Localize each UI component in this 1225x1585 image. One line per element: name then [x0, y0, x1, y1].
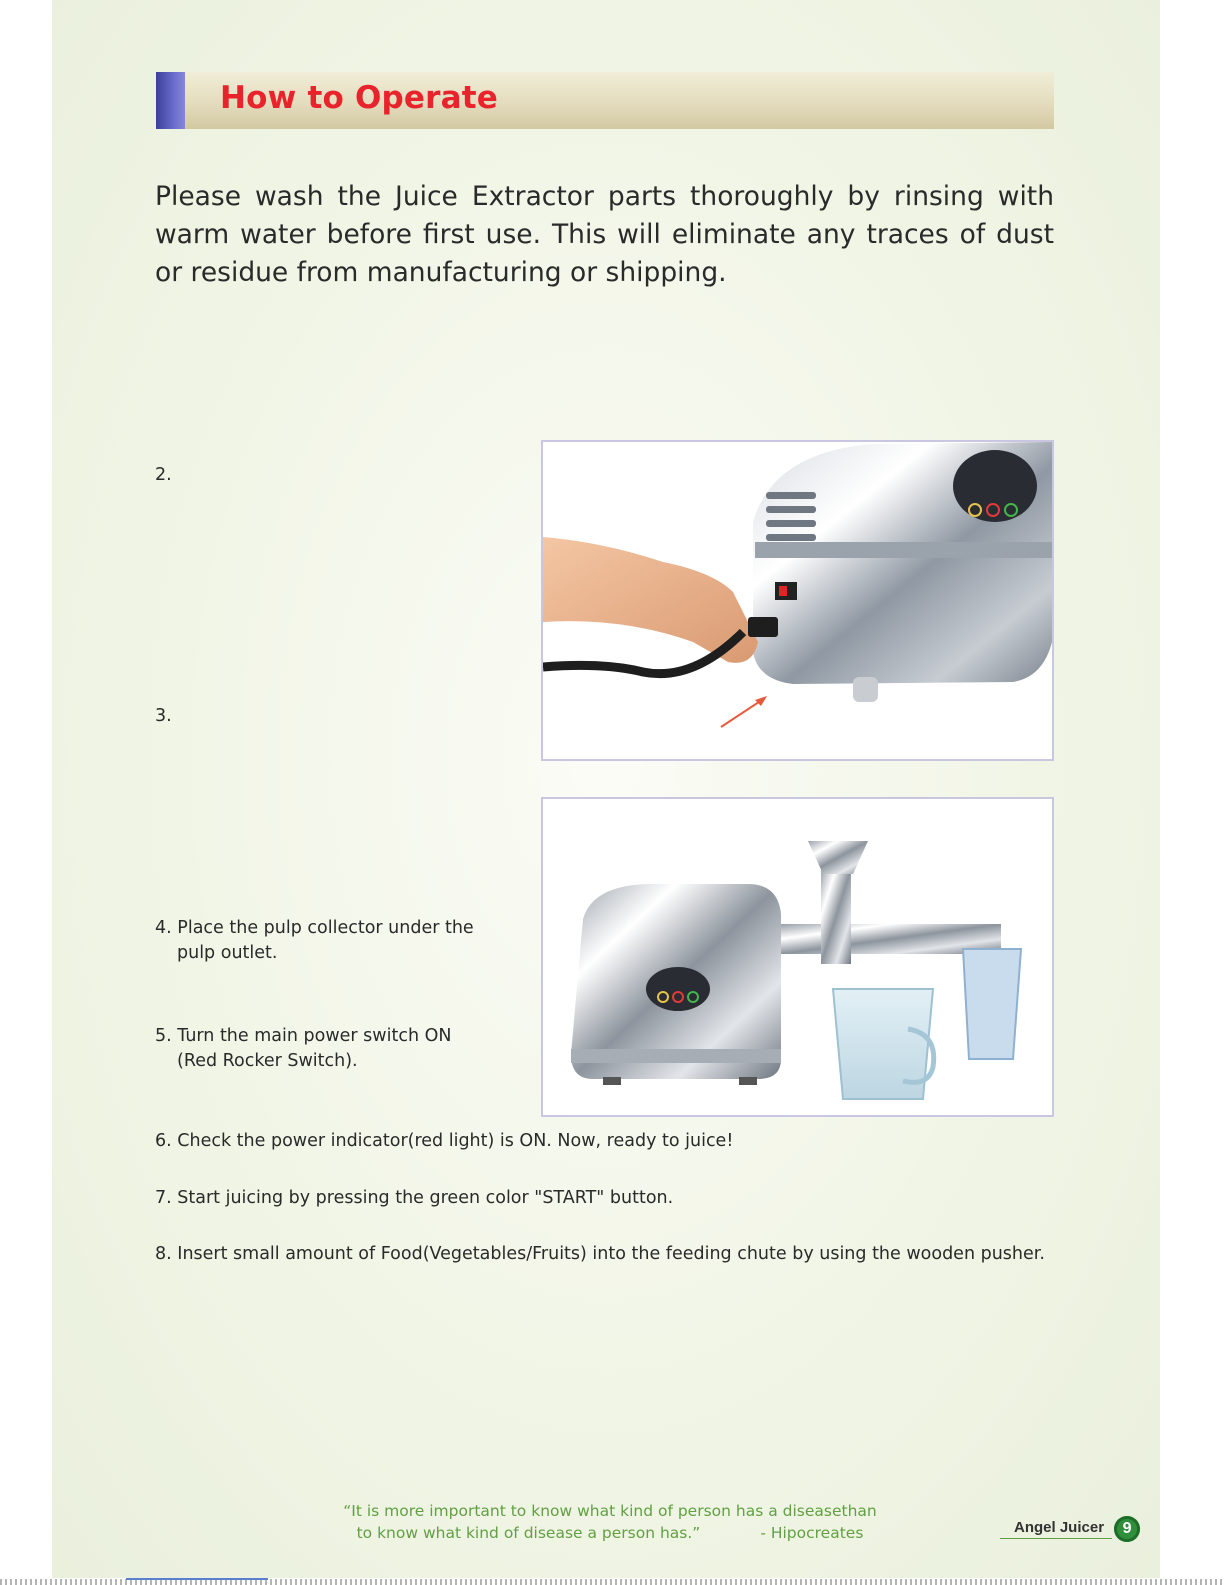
- step-number: 8.: [155, 1244, 172, 1264]
- section-title: How to Operate: [220, 80, 499, 116]
- step-5: [155, 1024, 451, 1074]
- step-6: [155, 1129, 733, 1154]
- step-8: [155, 1242, 1045, 1267]
- page-edge-accent: [126, 1578, 268, 1580]
- power-cord-photo: [541, 440, 1054, 761]
- step-text: Place the pulp collector under the: [177, 918, 474, 938]
- step-number: 3.: [155, 706, 172, 726]
- step-number: 2.: [155, 465, 172, 485]
- quote-line-2: to know what kind of disease a person has.”: [356, 1524, 701, 1542]
- step-3: [155, 704, 172, 729]
- footer-quote: [330, 1500, 890, 1544]
- step-number: 6.: [155, 1131, 172, 1151]
- quote-author: - Hipocreates: [760, 1524, 864, 1542]
- step-number: 5.: [155, 1026, 172, 1046]
- step-number: 4.: [155, 918, 172, 938]
- page-number: 9: [1114, 1516, 1140, 1542]
- intro-paragraph: Please wash the Juice Extractor parts thoroughly by rinsing with warm water before first use. This will eliminate any traces of dust or residue from manufacturing or shipping.: [155, 181, 1054, 288]
- step-text: Check the power indicator(red light) is ON. Now, ready to juice!: [177, 1131, 734, 1151]
- step-text: Insert small amount of Food(Vegetables/Fruits) into the feeding chute by using the wooden pusher.: [177, 1244, 1045, 1264]
- step-2: [155, 463, 172, 488]
- step-text-continued: (Red Rocker Switch).: [177, 1051, 358, 1071]
- section-header-tab: [156, 72, 185, 129]
- step-7: [155, 1186, 673, 1211]
- juicer-image: [543, 799, 1052, 1115]
- power-cord-image: [543, 442, 1052, 759]
- quote-line-1: “It is more important to know what kind of person has a diseasethan: [343, 1502, 877, 1520]
- footer-brand: [1000, 1516, 1140, 1542]
- step-text: Start juicing by pressing the green color "START" button.: [177, 1188, 674, 1208]
- juicer-photo: [541, 797, 1054, 1117]
- brand-name: Angel Juicer: [1000, 1519, 1112, 1539]
- step-text: Turn the main power switch ON: [177, 1026, 452, 1046]
- step-4: [155, 916, 474, 966]
- step-text-continued: pulp outlet.: [177, 943, 278, 963]
- step-number: 7.: [155, 1188, 172, 1208]
